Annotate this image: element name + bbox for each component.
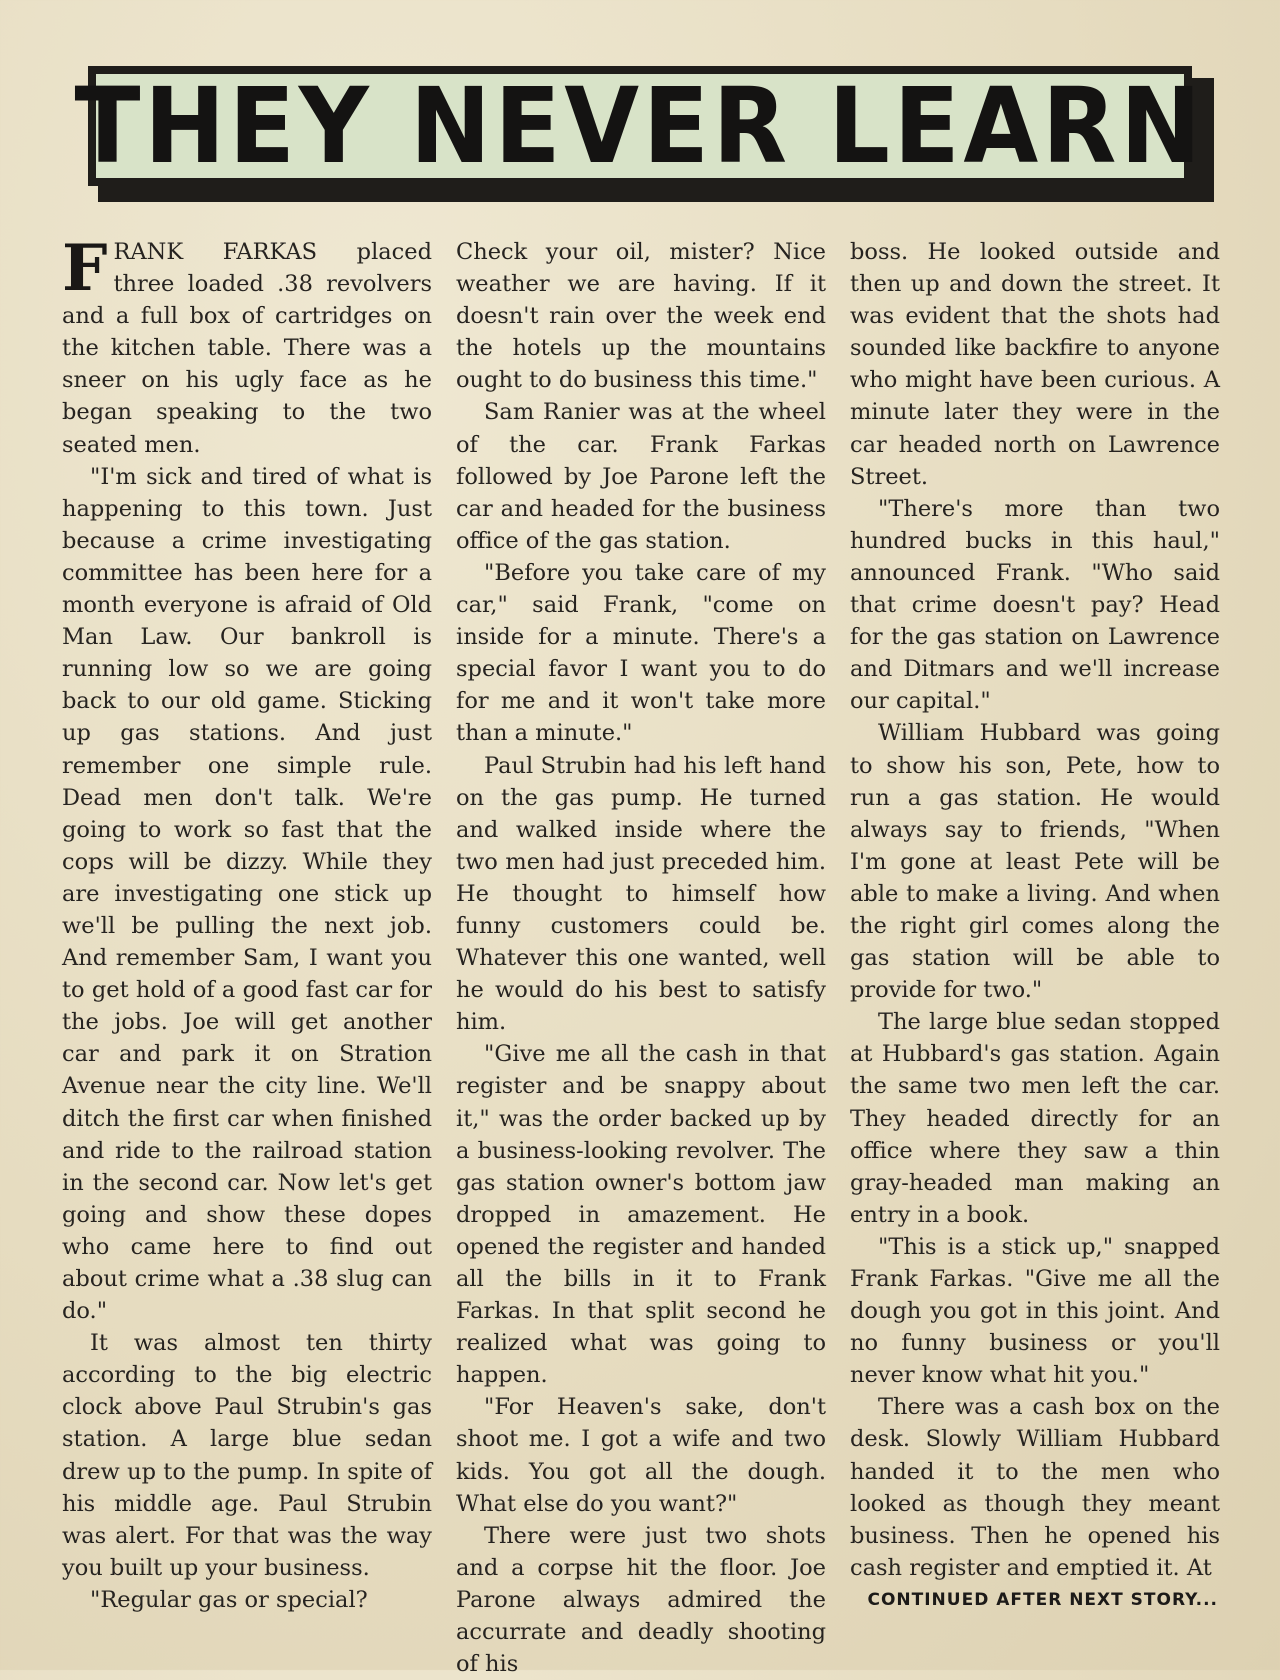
paragraph: "For Heaven's sake, don't shoot me. I got a wife and two kids. You got all the dough. What else do you want?" [456,1394,826,1517]
title-banner [74,65,1206,187]
paragraph: "Before you take care of my car," said Frank, "come on inside for a minute. There's a special favor I want you to do for me and it won't take more than a minute." [456,559,826,747]
paragraph: There was a cash box on the desk. Slowly William Hubbard handed it to the men who looked as though they meant business. Then he opened his cash register and emptied it. At [850,1394,1220,1581]
column-1 [62,231,432,1613]
paragraph: It was almost ten thirty according to the big electric clock above Paul Strubin's gas station. A large blue sedan drew up to the pump. In spite of his middle age. Paul Strubin was alert. For that was the way you built up your business. [62,1330,432,1581]
paragraph: "Give me all the cash in that register and be snappy about it," was the order backed up by a business-looking revolver. The gas station owner's bottom jaw dropped in amazement. He opened the register and handed all the bills in it to Frank Farkas. In that split second he realized what was going to happen. [456,1041,826,1389]
paragraph: "This is a stick up," snapped Frank Farkas. "Give me all the dough you got in this joint. And no funny business or you'll never know what hit you." [850,1233,1220,1389]
paragraph: The large blue sedan stopped at Hubbard's gas station. Again the same two men left the car. They headed directly for an office where they saw a thin gray-headed man making an entry in a book. [850,1009,1220,1228]
paragraph: William Hubbard was going to show his son, Pete, how to run a gas station. He would always say to friends, "When I'm gone at least Pete will be able to make a living. And when the right girl comes along the gas station will be able to provide for two." [850,720,1220,1004]
paragraph: boss. He looked outside and then up and down the street. It was evident that the shots had sounded like backfire to anyone who might have been curious. A minute later they were in the car headed north on Lawrence Street. [850,239,1220,490]
paragraph: "I'm sick and tired of what is happening to this town. Just because a crime investigating committee has been here for a month everyone is afraid of Old Man Law. Our bankroll is running low so we are going back to our old game. Sticking up gas stations. And just remember one simple rule. Dead men don't talk. We're going to work so fast that the cops will be dizzy. While they are investigating one stick up we'll be pulling the next job. And remember Sam, I want you to get hold of a good fast car for the jobs. Joe will get another car and park it on Stration Avenue near the city line. We'll ditch the first car when finished and ride to the railroad station in the second car. Now let's get going and show these dopes who came here to find out about crime what a .38 slug can do." [62,463,432,1325]
page-title: THEY NEVER LEARN [74,65,1206,187]
paragraph: There were just two shots and a corpse hit the floor. Joe Parone always admired the accurrate and deadly shooting of his [456,1522,826,1678]
paragraph: "Regular gas or special? [90,1586,368,1613]
paragraph: Paul Strubin had his left hand on the gas pump. He turned and walked inside where the two men had just preceded him. He thought to himself how funny customers could be. Whatever this one wanted, well he would do his best to satisfy him. [456,752,826,1036]
drop-cap: F [62,231,108,306]
paragraph: Check your oil, mister? Nice weather we are having. If it doesn't rain over the week end the hotels up the mountains ought to do business this time." [456,239,826,394]
continued-note: CONTINUED AFTER NEXT STORY... [867,1590,1218,1610]
paragraph: "There's more than two hundred bucks in this haul," announced Frank. "Who said that crime doesn't pay? Head for the gas station on Lawrence and Ditmars and we'll increase our capital." [850,495,1220,715]
paragraph: Sam Ranier was at the wheel of the car. Frank Farkas followed by Joe Parone left the car and headed for the business office of the gas station. [456,399,826,554]
column-2 [456,236,826,1678]
column-3 [850,236,1220,1596]
paragraph: FRANK FARKAS placed three loaded .38 revolvers and a full box of cartridges on the kitchen table. There was a sneer on his ugly face as he began speaking to the two seated men. [62,231,432,458]
